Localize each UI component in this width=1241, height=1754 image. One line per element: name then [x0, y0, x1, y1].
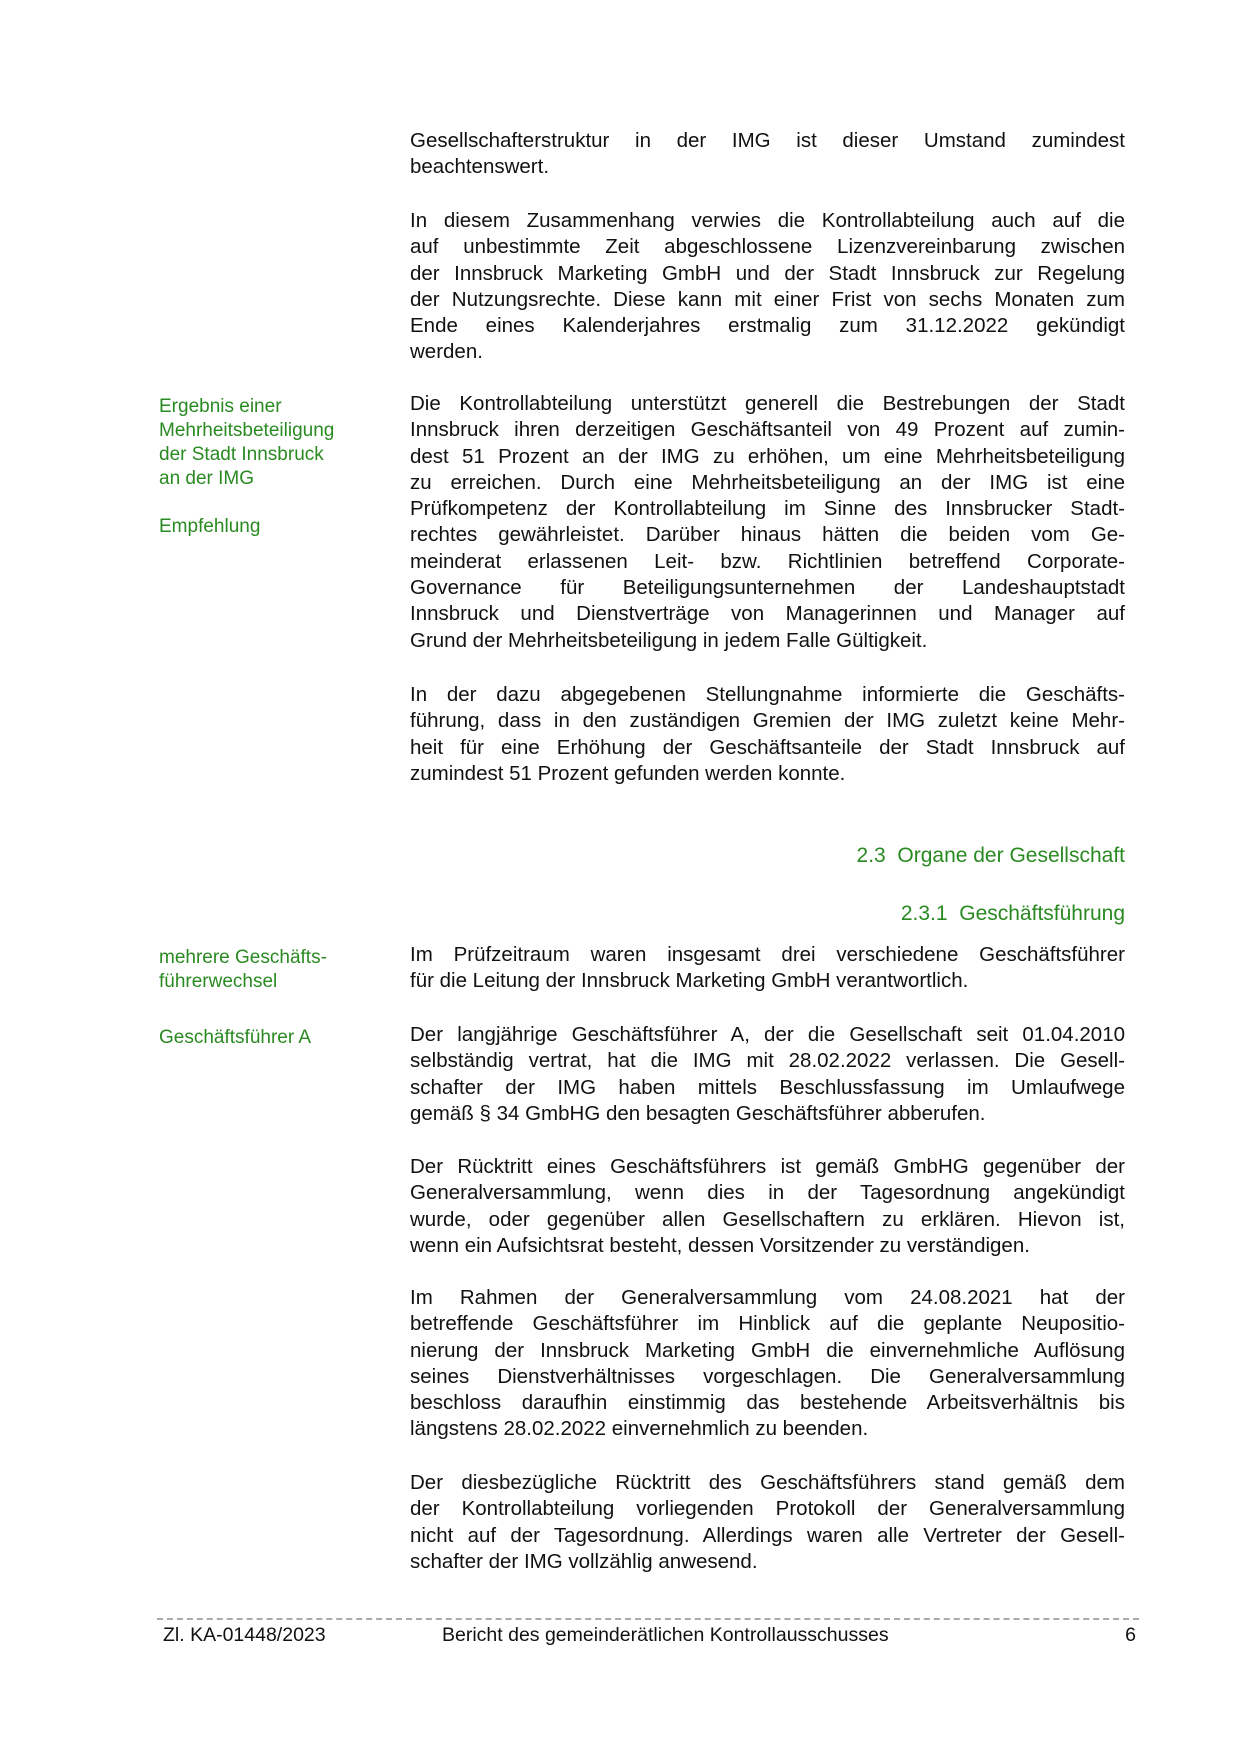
- text-line: Im Rahmen der Generalversammlung vom 24.08.2021 hat der: [410, 1286, 1125, 1309]
- text-line: Governance für Beteiligungsunternehmen der Landeshauptstadt: [410, 576, 1125, 600]
- margin-note-line: Mehrheitsbeteiligung: [159, 420, 335, 441]
- paragraph: [410, 1154, 1125, 1259]
- text-line: der Nutzungsrechte. Diese kann mit einer Frist von sechs Monaten zum: [410, 287, 1125, 311]
- margin-note-line: der Stadt Innsbruck: [159, 444, 324, 465]
- margin-note-line: Geschäftsführer A: [159, 1027, 312, 1048]
- paragraph: [410, 1470, 1125, 1575]
- footer-title: Bericht des gemeinderätlichen Kontrollausschusses: [442, 1624, 889, 1646]
- text-line: schafter der IMG haben mittels Beschlussfassung im Umlaufwege: [410, 1075, 1125, 1099]
- text-line: wenn ein Aufsichtsrat besteht, dessen Vorsitzender zu verständigen.: [410, 1233, 1030, 1257]
- section-heading-2-3-1: 2.3.1 Geschäftsführung: [900, 902, 1125, 925]
- text-line: Gesellschafterstruktur in der IMG ist dieser Umstand zumindest: [410, 129, 1125, 152]
- text-line: Die Kontrollabteilung unterstützt generell die Bestrebungen der Stadt: [410, 392, 1125, 415]
- text-line: seines Dienstverhältnisses vorgeschlagen. Die Generalversammlung: [410, 1364, 1125, 1388]
- paragraph: [410, 942, 1125, 995]
- text-line: nierung der Innsbruck Marketing GmbH die einvernehmliche Auflösung: [410, 1338, 1125, 1362]
- text-line: selbständig vertrat, hat die IMG mit 28.02.2022 verlassen. Die Gesell-: [410, 1049, 1125, 1073]
- text-line: heit für eine Erhöhung der Geschäftsanteile der Stadt Innsbruck auf: [410, 735, 1125, 759]
- text-line: werden.: [410, 340, 483, 364]
- section-heading-2-3: 2.3 Organe der Gesellschaft: [856, 844, 1125, 867]
- paragraph: [410, 208, 1125, 366]
- text-line: Innsbruck ihren derzeitigen Geschäftsanteil von 49 Prozent auf zumin-: [410, 418, 1125, 442]
- text-line: beachtenswert.: [410, 155, 550, 179]
- margin-note-line: an der IMG: [159, 468, 255, 489]
- text-line: führung, dass in den zuständigen Gremien der IMG zuletzt keine Mehr-: [410, 709, 1125, 733]
- margin-note: [159, 395, 379, 491]
- text-line: der Kontrollabteilung vorliegenden Protokoll der Generalversammlung: [410, 1497, 1125, 1521]
- margin-note: [159, 946, 379, 994]
- paragraph: [410, 391, 1125, 654]
- text-line: In diesem Zusammenhang verwies die Kontrollabteilung auch auf die: [410, 209, 1125, 232]
- text-line: rechtes gewährleistet. Darüber hinaus hätten die beiden vom Ge-: [410, 523, 1125, 547]
- text-line: In der dazu abgegebenen Stellungnahme informierte die Geschäfts-: [410, 683, 1125, 706]
- paragraph: [410, 128, 1125, 181]
- text-line: für die Leitung der Innsbruck Marketing GmbH verantwortlich.: [410, 969, 969, 993]
- paragraph: [410, 682, 1125, 787]
- text-line: Der Rücktritt eines Geschäftsführers ist gemäß GmbHG gegenüber der: [410, 1155, 1125, 1178]
- text-line: Generalversammlung, wenn dies in der Tagesordnung angekündigt: [410, 1181, 1125, 1205]
- text-line: schafter der IMG vollzählig anwesend.: [410, 1549, 758, 1573]
- text-line: wurde, oder gegenüber allen Gesellschaftern zu erklären. Hievon ist,: [410, 1207, 1125, 1231]
- text-line: Prüfkompetenz der Kontrollabteilung im Sinne des Innsbrucker Stadt-: [410, 497, 1125, 521]
- margin-note-line: mehrere Geschäfts-: [159, 947, 327, 968]
- text-line: betreffende Geschäftsführer im Hinblick auf die geplante Neupositio-: [410, 1312, 1125, 1336]
- page-number: 6: [1125, 1624, 1136, 1646]
- text-line: Grund der Mehrheitsbeteiligung in jedem Falle Gültigkeit.: [410, 628, 928, 652]
- text-line: zu erreichen. Durch eine Mehrheitsbeteiligung an der IMG ist eine: [410, 470, 1125, 494]
- text-line: gemäß § 34 GmbHG den besagten Geschäftsführer abberufen.: [410, 1101, 986, 1125]
- text-line: meinderat erlassenen Leit- bzw. Richtlinien betreffend Corporate-: [410, 549, 1125, 573]
- text-line: längstens 28.02.2022 einvernehmlich zu beenden.: [410, 1417, 869, 1441]
- footer-divider: [157, 1618, 1139, 1620]
- paragraph: [410, 1022, 1125, 1127]
- margin-note: [159, 515, 379, 539]
- text-line: Der langjährige Geschäftsführer A, der die Gesellschaft seit 01.04.2010: [410, 1023, 1125, 1046]
- margin-note: [159, 1026, 379, 1050]
- text-line: zumindest 51 Prozent gefunden werden konnte.: [410, 761, 846, 785]
- text-line: Im Prüfzeitraum waren insgesamt drei verschiedene Geschäftsführer: [410, 943, 1125, 966]
- text-line: auf unbestimmte Zeit abgeschlossene Lizenzvereinbarung zwischen: [410, 235, 1125, 259]
- text-line: Innsbruck und Dienstverträge von Managerinnen und Manager auf: [410, 602, 1125, 626]
- margin-note-line: Empfehlung: [159, 516, 261, 537]
- text-line: beschloss daraufhin einstimmig das bestehende Arbeitsverhältnis bis: [410, 1391, 1125, 1415]
- footer-reference: Zl. KA-01448/2023: [163, 1624, 326, 1646]
- margin-note-line: führerwechsel: [159, 971, 278, 992]
- margin-note-line: Ergebnis einer: [159, 396, 282, 417]
- text-line: dest 51 Prozent an der IMG zu erhöhen, um eine Mehrheitsbeteiligung: [410, 444, 1125, 468]
- text-line: der Innsbruck Marketing GmbH und der Stadt Innsbruck zur Regelung: [410, 261, 1125, 285]
- text-line: nicht auf der Tagesordnung. Allerdings waren alle Vertreter der Gesell-: [410, 1523, 1125, 1547]
- paragraph: [410, 1285, 1125, 1443]
- text-line: Der diesbezügliche Rücktritt des Geschäftsführers stand gemäß dem: [410, 1471, 1125, 1494]
- text-line: Ende eines Kalenderjahres erstmalig zum 31.12.2022 gekündigt: [410, 314, 1125, 338]
